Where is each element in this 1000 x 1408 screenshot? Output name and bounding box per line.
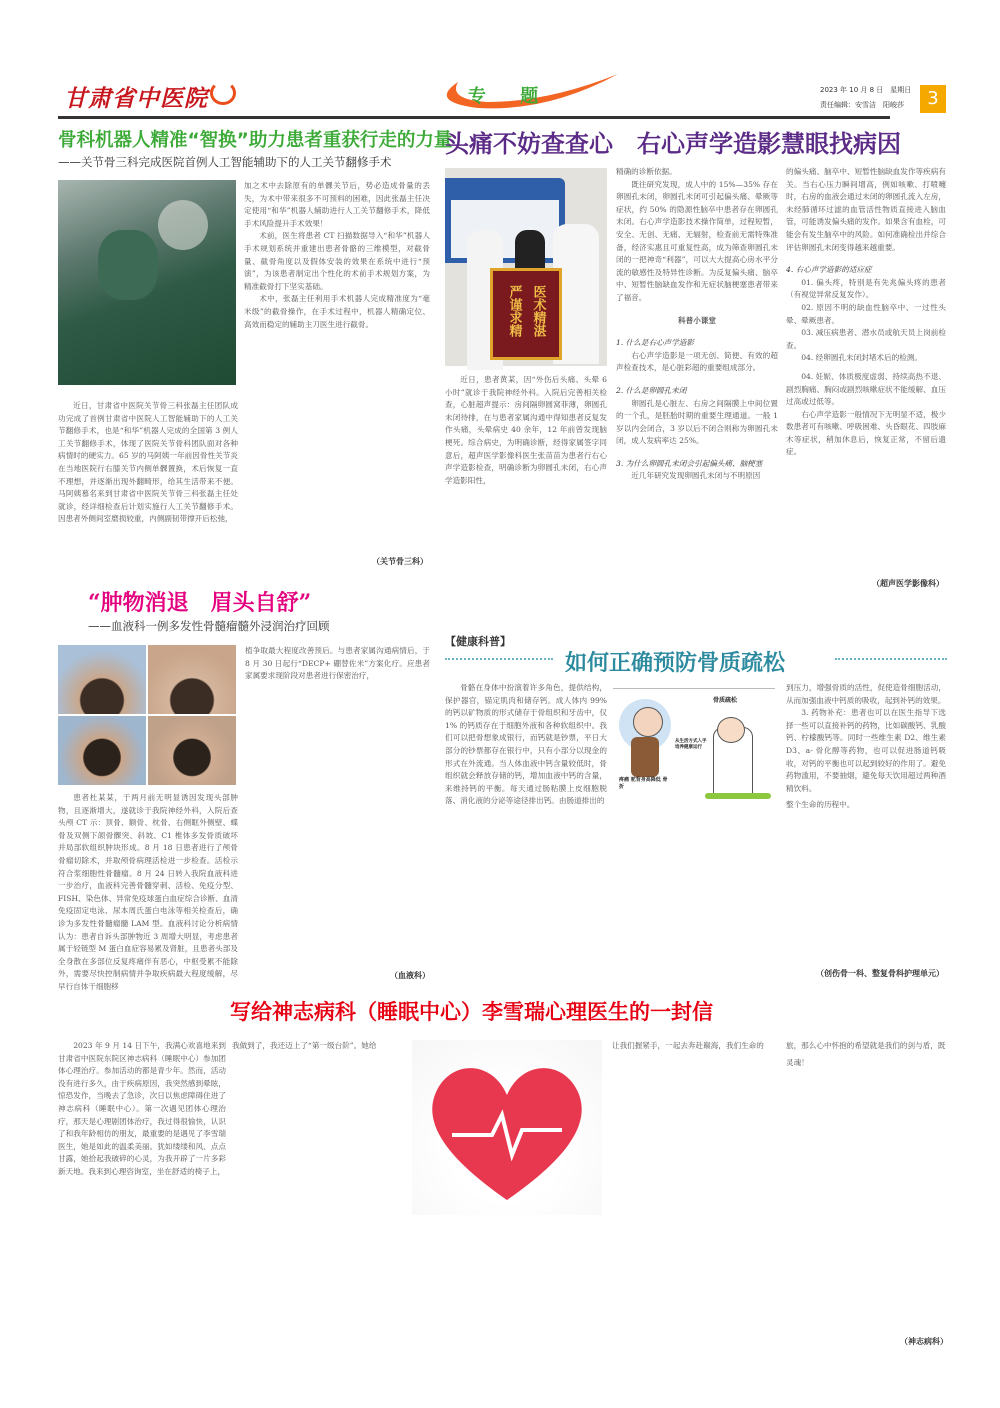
patient-photos-grid bbox=[58, 645, 236, 785]
article4-title: 如何正确预防骨质疏松 bbox=[565, 650, 786, 676]
article5-column-4: 让我们握紧手，一起去奔赴巅海，我们生命的 bbox=[612, 1041, 764, 1050]
article5-signature: （神志病科） bbox=[900, 1337, 948, 1346]
page-number-badge: 3 bbox=[920, 85, 946, 113]
heart-icon bbox=[412, 1040, 602, 1215]
masthead bbox=[58, 72, 948, 122]
editor-credit: 责任编辑：安雪洁 阳峻莎 bbox=[820, 101, 904, 109]
article4-signature: （创伤骨一科、整复骨科护理单元） bbox=[816, 969, 944, 978]
wave-divider-left bbox=[445, 658, 553, 664]
article3-column-right: 植争取最大程度改善预后。与患者家属沟通病情后，于 8 月 30 日起行“DECP+ 硼替佐米”方案化疗。应患者家属要求现阶段对患者进行保密治疗， bbox=[245, 646, 430, 681]
article2-column-1: 近日，患者黄某，因“外伤后头痛、头晕 6 小时”就诊于我院神经外科。入院后完善相关检查，心脏超声提示：房间隔卵圆窝菲薄，卵圆孔未闭待排，在与患者家属沟通中得知患者反复发作头痛，头晕病史 40 余年，12 年前曾发现脑梗死。综合病史，为明确诊断，经得家属签字同意后，超声医学影像科医生张苗苗为患者行右心声学造影检查，明确诊断为卵圆孔未闭，右心声学造影阳性， bbox=[445, 375, 607, 485]
cartoon-label-top: 骨质疏松 bbox=[713, 697, 738, 704]
cartoon-label-mid: 从生活方式入手 培养健康运行 bbox=[675, 739, 707, 750]
article5-column-5: 旅，那么心中怀抱的希望就是我们的剑与盾，既 灵魂！ bbox=[786, 1041, 946, 1067]
article2-signature: （超声医学影像科） bbox=[872, 579, 944, 588]
article3-signature: （血液科） bbox=[390, 971, 430, 980]
article4-column-3: 到压力，增强骨质的活性，促使造骨细胞活动，从而加强血液中钙质的吸收，起到补钙的效果。 3. 药物补充：患者也可以在医生指导下选择一些可以直接补钙的药物，比如碳酸钙、乳酸钙、柠檬酸钙等。同时一些维生素 D2、维生素 D3、a- 骨化醇等药物，也可以促进肠道钙吸收，对钙的平衡也可以起到较好的作用了。避免药物滥用，不要抽烟，避免每天饮用超过两种酒精饮料。 整个生命的历程中。 bbox=[786, 683, 946, 810]
anniversary-logo-icon bbox=[210, 81, 236, 105]
article2-column-3: 的偏头痛、脑卒中、短暂性脑缺血发作等疾病有关。当右心压力瞬间增高，例如咳嗽、打喷嚏时，右房的血液会通过未闭的卵圆孔流入左房，未经肺循环过滤的血管活性物质直接进入脑血管，可能诱发偏头痛的发作。如果含有血栓，可能会有发生脑卒中的风险。如何准确检出并综合评估卵圆孔未闭变得越来越重要。 4. 右心声学造影的适应症 01. 偏头疼，特别是有先兆偏头疼的患者（有视觉异常反复发作）。 02. 原因不明的缺血性脑卒中、一过性头晕、晕厥患者。 03. 减压病患者、潜水员或航天员上岗前检查。 04. 经卵圆孔未闭封堵术后的检测。 04. 妊娠、体质极度虚弱、持续高热不退、剧烈胸痛、胸闷或剧烈咳嗽症状不能缓解、血压过高或过低等。 右心声学造影一般情况下无明显不适，极少数患者可有咳嗽、呼吸困难、头昏眼花、四肢麻木等症状，稍加休息后，恢复正常，不留后遗症。 bbox=[786, 167, 946, 457]
wave-divider-right bbox=[835, 658, 947, 664]
article1-title: 骨科机器人精准“智换”助力患者重获行走的力量 bbox=[58, 130, 453, 151]
article4-tag: 【健康科普】 bbox=[445, 635, 511, 648]
banner-photo bbox=[445, 168, 607, 366]
newspaper-logo: 甘肃省中医院 bbox=[64, 85, 208, 112]
article5-column-1: 2023 年 9 月 14 日下午，我满心欢喜地来到甘肃省中医院东院区神志病科（睡眠中心）参加团体心理治疗。参加活动的都是青少年。然而，活动没有进行多久，由于疾病原因，我突然感到晕眩，惊恐发作，当晚去了急诊，次日以焦虑障碍住进了神志病科（睡眠中心）。第一次遇见团体心理治疗，那天是心理剧团体治疗，我过得很愉快，认识了和我年龄相仿的朋友，最重要的是遇见了李雪瑞医生，她是如此的温柔美丽。犹如缕缕和风、点点甘露，她拾起我破碎的心灵，为我开辟了一片多彩新天地。我来到心理咨询室，坐在舒适的椅子上， bbox=[58, 1041, 226, 1176]
patient-photo-after-2 bbox=[148, 716, 236, 785]
article2-column-2: 精确的诊断依据。 既往研究发现，成人中的 15%—35% 存在卵圆孔未闭，卵圆孔未闭可引起偏头痛、晕厥等症状，约 50% 的隐源性脑卒中患者存在卵圆孔未闭。右心声学造影技术操作简单，过程短暂，安全、无创、无痛、无辐射，检查前无需特殊准备，经济实惠且可重复性高，成为筛查卵圆孔未闭的一把神奇“利器”，可以大大提高心房水平分流的敏感性及特异性诊断。为反复偏头痛、脑卒中、短暂性脑缺血发作和无症状脑梗塞患者带来了福音。 科普小课堂 1. 什么是右心声学造影 右心声学造影是一项无创、简便、有效的超声检查技术，是心脏彩超的重要组成部分。 2. 什么是卵圆孔未闭 卵圆孔是心脏左、右房之间隔膜上中间位置的一个孔，是胚胎时期的重要生理通道。一般 1 岁以内会闭合，3 岁以后不闭合则称为卵圆孔未闭，成人发病率达 25%。 3. 为什么卵圆孔未闭会引起偏头痛、脑梗塞 近几年研究发现卵圆孔未闭与不明原因 bbox=[616, 167, 778, 481]
patient-photo-before-2 bbox=[148, 645, 236, 714]
surgery-photo bbox=[58, 180, 236, 385]
article1-column-right: 加之术中去除原有的单髁关节后，势必造成骨量的丢失，为术中带来很多不可预料的困难，因此张磊主任决定使用“和华”机器人辅助进行人工关节翻修手术，降低手术风险提升手术效果！ 术前，医生将患者 CT 扫描数据导入“和华”机器人手术规划系统并重建出患者骨骼的三维模型，对截骨量、截骨角度以及假体安装的效果在系统中进行“预演”，为该患者制定出个性化的术前手术规划方案，为精准截骨打下坚实基础。 术中，张磊主任利用手术机器人完成精准度为“毫米级”的截骨操作，在手术过程中，机器人精确定位、高效而稳定的辅助主刀医生进行截骨。 bbox=[244, 181, 430, 329]
article1-column-left: 近日，甘肃省中医院关节骨三科张磊主任团队成功完成了首例甘肃省中医院人工智能辅助下的人工关节翻修手术，也是“和华”机器人完成的全国第 3 例人工关节翻修手术，体现了医院关节骨科团队面对各种病情时的硬实力。65 岁的马阿姨一年前因骨性关节炎在当地医院行右膝关节内侧单髁置换，术后恢复一直不理想，并逐渐出现外翻畸形，给其生活带来不便。马阿姨慕名来到甘肃省中医院关节骨三科张磊主任处就诊，经详细检查后计划实施行人工关节翻修手术。因患者外侧间室磨损较重，内侧副韧带撑开后松弛， bbox=[58, 401, 238, 524]
kepu-heading: 科普小课堂 bbox=[678, 315, 716, 325]
article3-subtitle: ——血液科一例多发性骨髓瘤髓外浸润治疗回顾 bbox=[88, 619, 330, 633]
issue-date: 2023 年 10 月 8 日 星期日 bbox=[820, 86, 912, 94]
heart-illustration bbox=[412, 1040, 602, 1215]
article5-column-2: 我做到了，我还迈上了“第一级台阶”。她给 bbox=[232, 1041, 377, 1050]
patient-photo-after-1 bbox=[58, 716, 146, 785]
article3-title: “肿物消退 眉头自舒” bbox=[88, 590, 312, 616]
cartoon-label-left: 疼痛 驼背身高降低 骨折 bbox=[619, 777, 668, 790]
article1-subtitle: ——关节骨三科完成医院首例人工智能辅助下的人工关节翻修手术 bbox=[58, 155, 392, 169]
article2-title: 头痛不妨查查心 右心声学造影慧眼找病因 bbox=[445, 129, 901, 158]
osteoporosis-cartoon bbox=[613, 688, 775, 800]
patient-photo-before-1 bbox=[58, 645, 146, 714]
article5-title: 写给神志病科（睡眠中心）李雪瑞心理医生的一封信 bbox=[230, 1000, 713, 1024]
article1-signature: （关节骨三科） bbox=[372, 557, 428, 566]
article3-column-left: 患者杜某某，于两月前无明显诱因发现头部肿物，且逐渐增大，遂就诊于我院神经外科，入院后查头颅 CT 示：顶骨、额骨、枕骨、右侧眶外侧壁、蝶骨及双侧下颌骨髁突、斜坡、C1 椎体多发骨质破坏并局部软组织肿块形成。8 月 18 日患者进行了颅骨骨瘤切除术，并取颅骨病理活检进一步检查。活检示符合浆细胞性骨髓瘤。8 月 24 日转入我院血液科进一步治疗，血液科完善骨髓穿刺、活检、免疫分型、FISH、染色体、异常免疫球蛋白血症综合诊断、血清免疫固定电泳、尿本周氏蛋白电泳等相关检查后，确诊为多发性骨髓瘤髓 LAM 型。血液科讨论分析病情认为：患者自诉头部肿物近 3 周增大明显，考虑患者属于轻链型 M 蛋白血症容易累及肾脏，且患者头部及全身散在多部位反复疼痛伴有恶心，中枢受累不能除外，需要尽快控制病情并争取疾病最大程度缓解，尽早行自体干细胞移 bbox=[58, 793, 238, 991]
silk-banner: 严谨求精 医术精湛 bbox=[490, 268, 562, 360]
masthead-rule bbox=[58, 116, 890, 119]
article4-column-1: 骨骼在身体中扮演着许多角色，提供结构，保护器官，锚定肌肉和储存钙。成人体内 99% 的钙以矿物质的形式储存于骨组织和牙齿中，仅 1% 的钙质存在于细胞外液和各种软组织中。我们可以把骨想象成银行，而钙就是钞票，平日大部分的钞票都存在银行中，只有小部分以现金的形式在外流通。当人体血液中钙含量较低时，骨组织就会释放存储的钙，增加血液中钙的含量，来维持钙的平衡。每天通过肠粘膜上皮细胞脱落、消化液的分泌等途径排出钙。由肠道排出的 bbox=[445, 683, 607, 806]
section-label: 专 题 bbox=[468, 86, 553, 107]
